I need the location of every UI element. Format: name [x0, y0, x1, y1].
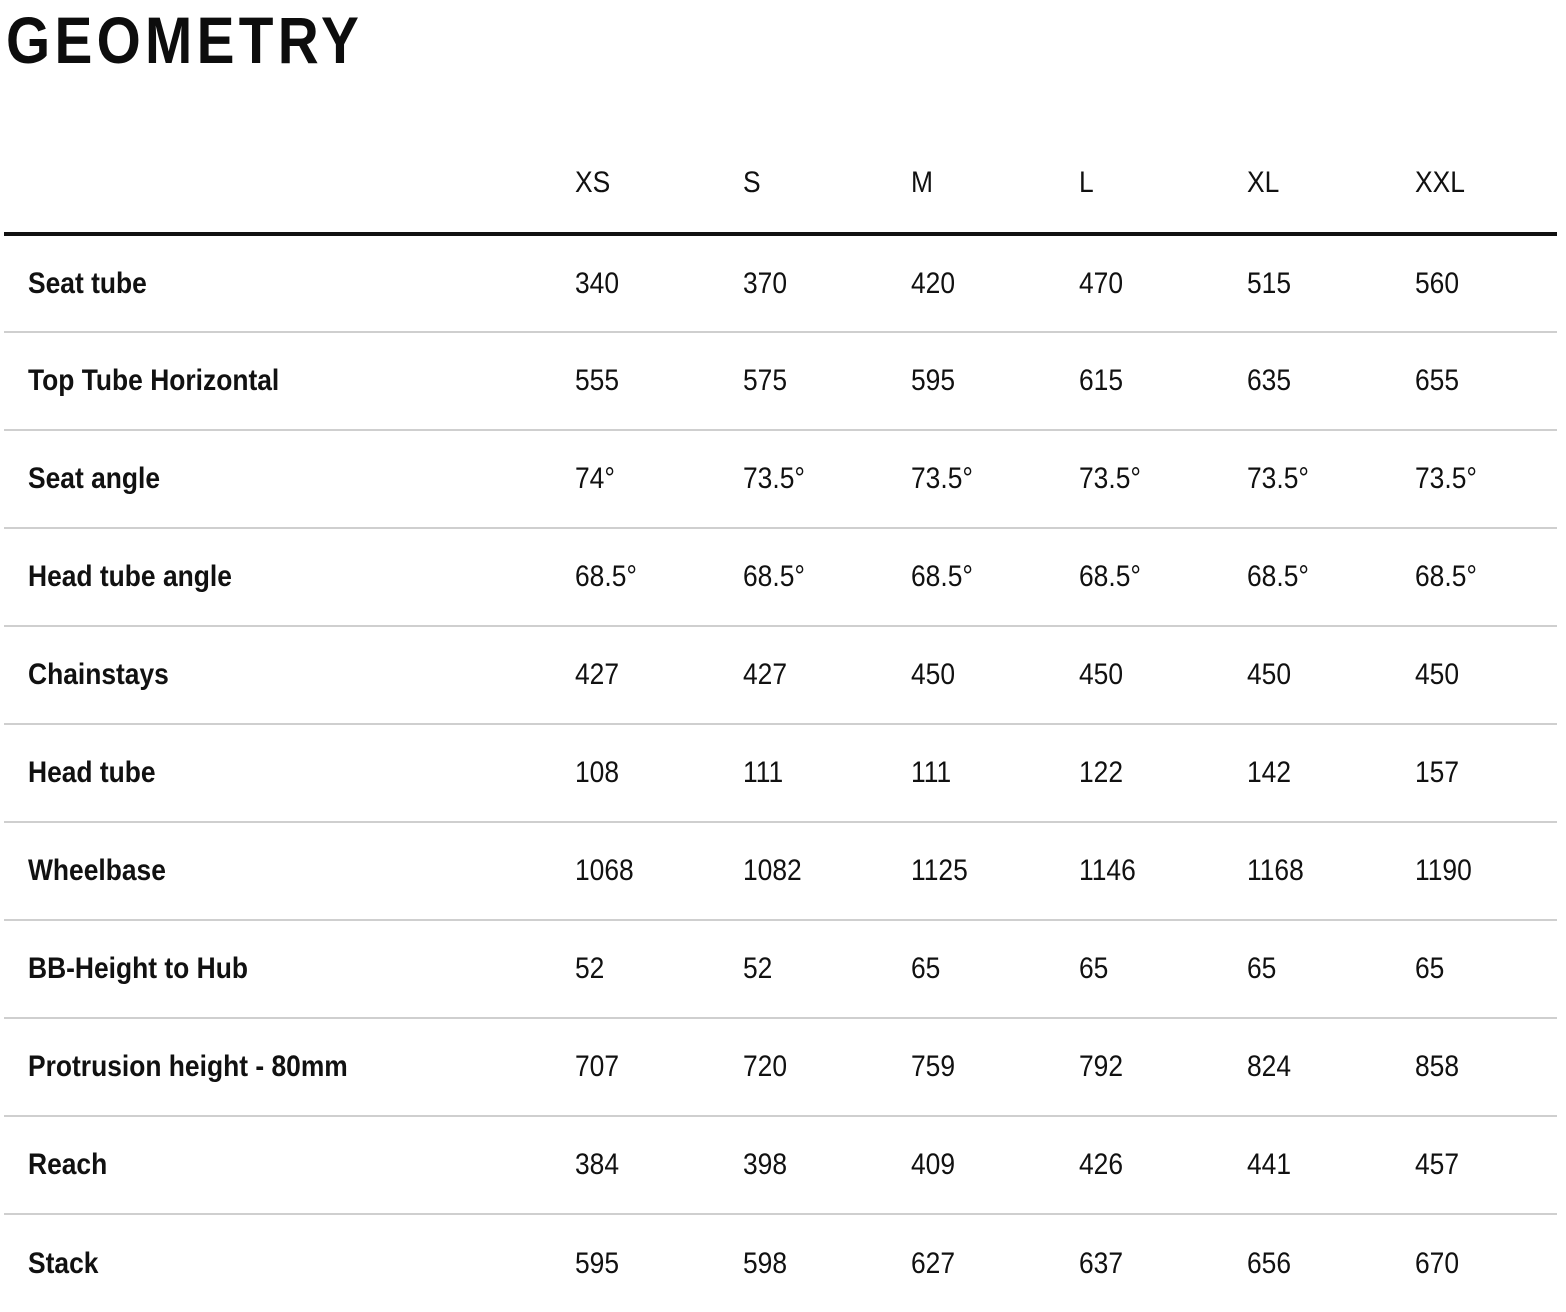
row-label: BB-Height to Hub [28, 952, 248, 985]
cell-value: 792 [1079, 1050, 1124, 1083]
table-cell [575, 332, 743, 430]
row-label: Chainstays [28, 658, 169, 691]
cell-value: 52 [743, 952, 773, 985]
row-label-cell [4, 724, 575, 822]
column-header-l [1079, 134, 1247, 234]
row-label: Head tube angle [28, 560, 232, 593]
cell-value: 398 [743, 1148, 788, 1181]
row-label: Wheelbase [28, 854, 166, 887]
table-cell [1415, 430, 1557, 528]
cell-value: 52 [575, 952, 605, 985]
cell-value: 427 [743, 658, 788, 691]
cell-value: 73.5° [743, 462, 805, 495]
table-cell [743, 920, 911, 1018]
cell-value: 575 [743, 364, 788, 397]
table-cell [575, 724, 743, 822]
table-cell [575, 920, 743, 1018]
table-cell [911, 528, 1079, 626]
cell-value: 595 [575, 1246, 620, 1280]
cell-value: 68.5° [575, 560, 637, 593]
table-cell [1079, 626, 1247, 724]
table-cell [911, 1018, 1079, 1116]
table-cell [911, 724, 1079, 822]
column-header-xl [1247, 134, 1415, 234]
cell-value: 68.5° [911, 560, 973, 593]
cell-value: 1082 [743, 854, 802, 887]
table-cell [911, 626, 1079, 724]
table-row [4, 1116, 1557, 1214]
table-row [4, 234, 1557, 332]
cell-value: 340 [575, 266, 620, 300]
table-cell [743, 724, 911, 822]
table-cell [1079, 234, 1247, 332]
row-label: Seat angle [28, 462, 161, 495]
row-label-cell [4, 1018, 575, 1116]
cell-value: 637 [1079, 1246, 1124, 1280]
table-cell [911, 430, 1079, 528]
cell-value: 450 [1079, 658, 1124, 691]
table-cell [911, 1214, 1079, 1312]
table-cell [1247, 1214, 1415, 1312]
header-row [4, 134, 1557, 234]
table-cell [575, 822, 743, 920]
cell-value: 1125 [911, 854, 968, 887]
geometry-table [4, 134, 1557, 1312]
cell-value: 858 [1415, 1050, 1460, 1083]
table-cell [1247, 332, 1415, 430]
table-cell [1079, 920, 1247, 1018]
table-row [4, 920, 1557, 1018]
row-label-cell [4, 1116, 575, 1214]
cell-value: 65 [1079, 952, 1109, 985]
cell-value: 759 [911, 1050, 956, 1083]
row-label-cell [4, 920, 575, 1018]
table-cell [575, 1214, 743, 1312]
cell-value: 1146 [1079, 854, 1136, 887]
row-label: Seat tube [28, 266, 147, 300]
table-row [4, 430, 1557, 528]
row-label: Top Tube Horizontal [28, 364, 280, 397]
cell-value: 426 [1079, 1148, 1124, 1181]
table-cell [1415, 1214, 1557, 1312]
table-cell [1247, 430, 1415, 528]
cell-value: 68.5° [743, 560, 805, 593]
cell-value: 111 [911, 756, 952, 789]
table-row [4, 332, 1557, 430]
row-label: Protrusion height - 80mm [28, 1050, 348, 1083]
cell-value: 384 [575, 1148, 620, 1181]
cell-value: 627 [911, 1246, 956, 1280]
cell-value: 370 [743, 266, 788, 300]
column-header-m [911, 134, 1079, 234]
column-header-xs [575, 134, 743, 234]
cell-value: 65 [911, 952, 941, 985]
cell-value: 73.5° [1415, 462, 1477, 495]
table-cell [575, 430, 743, 528]
cell-value: 122 [1079, 756, 1124, 789]
table-cell [1415, 1018, 1557, 1116]
cell-value: 720 [743, 1050, 788, 1083]
table-cell [1415, 1116, 1557, 1214]
table-cell [1247, 920, 1415, 1018]
cell-value: 142 [1247, 756, 1292, 789]
cell-value: 441 [1247, 1148, 1292, 1181]
cell-value: 457 [1415, 1148, 1460, 1181]
cell-value: 595 [911, 364, 956, 397]
table-cell [1079, 332, 1247, 430]
table-cell [1415, 332, 1557, 430]
cell-value: 470 [1079, 266, 1124, 300]
cell-value: 65 [1247, 952, 1277, 985]
cell-value: 555 [575, 364, 620, 397]
table-cell [743, 1018, 911, 1116]
table-cell [743, 332, 911, 430]
table-row [4, 724, 1557, 822]
cell-value: 1190 [1415, 854, 1472, 887]
cell-value: 108 [575, 756, 620, 789]
table-cell [1415, 920, 1557, 1018]
cell-value: 515 [1247, 266, 1292, 300]
table-cell [575, 528, 743, 626]
table-cell [1247, 528, 1415, 626]
cell-value: 824 [1247, 1050, 1292, 1083]
cell-value: 450 [1415, 658, 1460, 691]
cell-value: 65 [1415, 952, 1445, 985]
table-cell [1079, 1116, 1247, 1214]
cell-value: 73.5° [911, 462, 973, 495]
cell-value: 68.5° [1415, 560, 1477, 593]
cell-value: 1168 [1247, 854, 1304, 887]
table-cell [911, 332, 1079, 430]
cell-value: 450 [1247, 658, 1292, 691]
table-body [4, 234, 1557, 1312]
cell-value: 68.5° [1247, 560, 1309, 593]
table-cell [1415, 528, 1557, 626]
table-cell [575, 234, 743, 332]
table-cell [743, 234, 911, 332]
row-label: Head tube [28, 756, 156, 789]
row-label: Reach [28, 1148, 108, 1181]
column-header-label: XL [1247, 166, 1280, 199]
table-cell [1079, 1018, 1247, 1116]
table-cell [911, 920, 1079, 1018]
table-cell [911, 822, 1079, 920]
table-cell [1415, 822, 1557, 920]
column-header-label: XS [575, 166, 611, 199]
table-cell [743, 1116, 911, 1214]
cell-value: 409 [911, 1148, 956, 1181]
cell-value: 670 [1415, 1246, 1460, 1280]
page-title: GEOMETRY [6, 3, 364, 77]
cell-value: 707 [575, 1050, 620, 1083]
cell-value: 420 [911, 266, 956, 300]
column-header-s [743, 134, 911, 234]
column-header-label: L [1079, 166, 1094, 199]
table-cell [1247, 724, 1415, 822]
table-cell [743, 626, 911, 724]
table-cell [1415, 724, 1557, 822]
cell-value: 635 [1247, 364, 1292, 397]
cell-value: 1068 [575, 854, 634, 887]
table-cell [911, 234, 1079, 332]
table-cell [1079, 1214, 1247, 1312]
cell-value: 73.5° [1079, 462, 1141, 495]
table-cell [1415, 234, 1557, 332]
table-cell [575, 626, 743, 724]
table-row [4, 822, 1557, 920]
column-header-label: M [911, 166, 933, 199]
row-label-cell [4, 626, 575, 724]
table-cell [743, 822, 911, 920]
cell-value: 68.5° [1079, 560, 1141, 593]
row-label-cell [4, 234, 575, 332]
column-header-label: S [743, 166, 761, 199]
table-cell [743, 1214, 911, 1312]
table-cell [1079, 430, 1247, 528]
cell-value: 615 [1079, 364, 1124, 397]
row-label-cell [4, 822, 575, 920]
table-row [4, 1214, 1557, 1312]
table-cell [911, 1116, 1079, 1214]
table-cell [743, 528, 911, 626]
cell-value: 111 [743, 756, 784, 789]
table-row [4, 528, 1557, 626]
cell-value: 560 [1415, 266, 1460, 300]
row-label-cell [4, 1214, 575, 1312]
cell-value: 427 [575, 658, 620, 691]
column-header-xxl [1415, 134, 1557, 234]
table-cell [1247, 234, 1415, 332]
row-label-cell [4, 430, 575, 528]
table-row [4, 1018, 1557, 1116]
cell-value: 656 [1247, 1246, 1292, 1280]
table-cell [1415, 626, 1557, 724]
table-cell [1247, 1116, 1415, 1214]
cell-value: 450 [911, 658, 956, 691]
row-label-cell [4, 332, 575, 430]
table-cell [743, 430, 911, 528]
cell-value: 655 [1415, 364, 1460, 397]
table-cell [1079, 724, 1247, 822]
table-cell [1079, 822, 1247, 920]
cell-value: 74° [575, 462, 615, 495]
table-cell [1247, 626, 1415, 724]
cell-value: 598 [743, 1246, 788, 1280]
cell-value: 157 [1415, 756, 1460, 789]
table-cell [575, 1018, 743, 1116]
table-cell [1247, 822, 1415, 920]
row-label: Stack [28, 1246, 99, 1280]
table-cell [1079, 528, 1247, 626]
column-header-label: XXL [1415, 166, 1465, 199]
table-row [4, 626, 1557, 724]
row-label-cell [4, 528, 575, 626]
table-cell [1247, 1018, 1415, 1116]
table-cell [575, 1116, 743, 1214]
table-header [4, 134, 1557, 234]
header-corner-cell [4, 134, 575, 234]
cell-value: 73.5° [1247, 462, 1309, 495]
